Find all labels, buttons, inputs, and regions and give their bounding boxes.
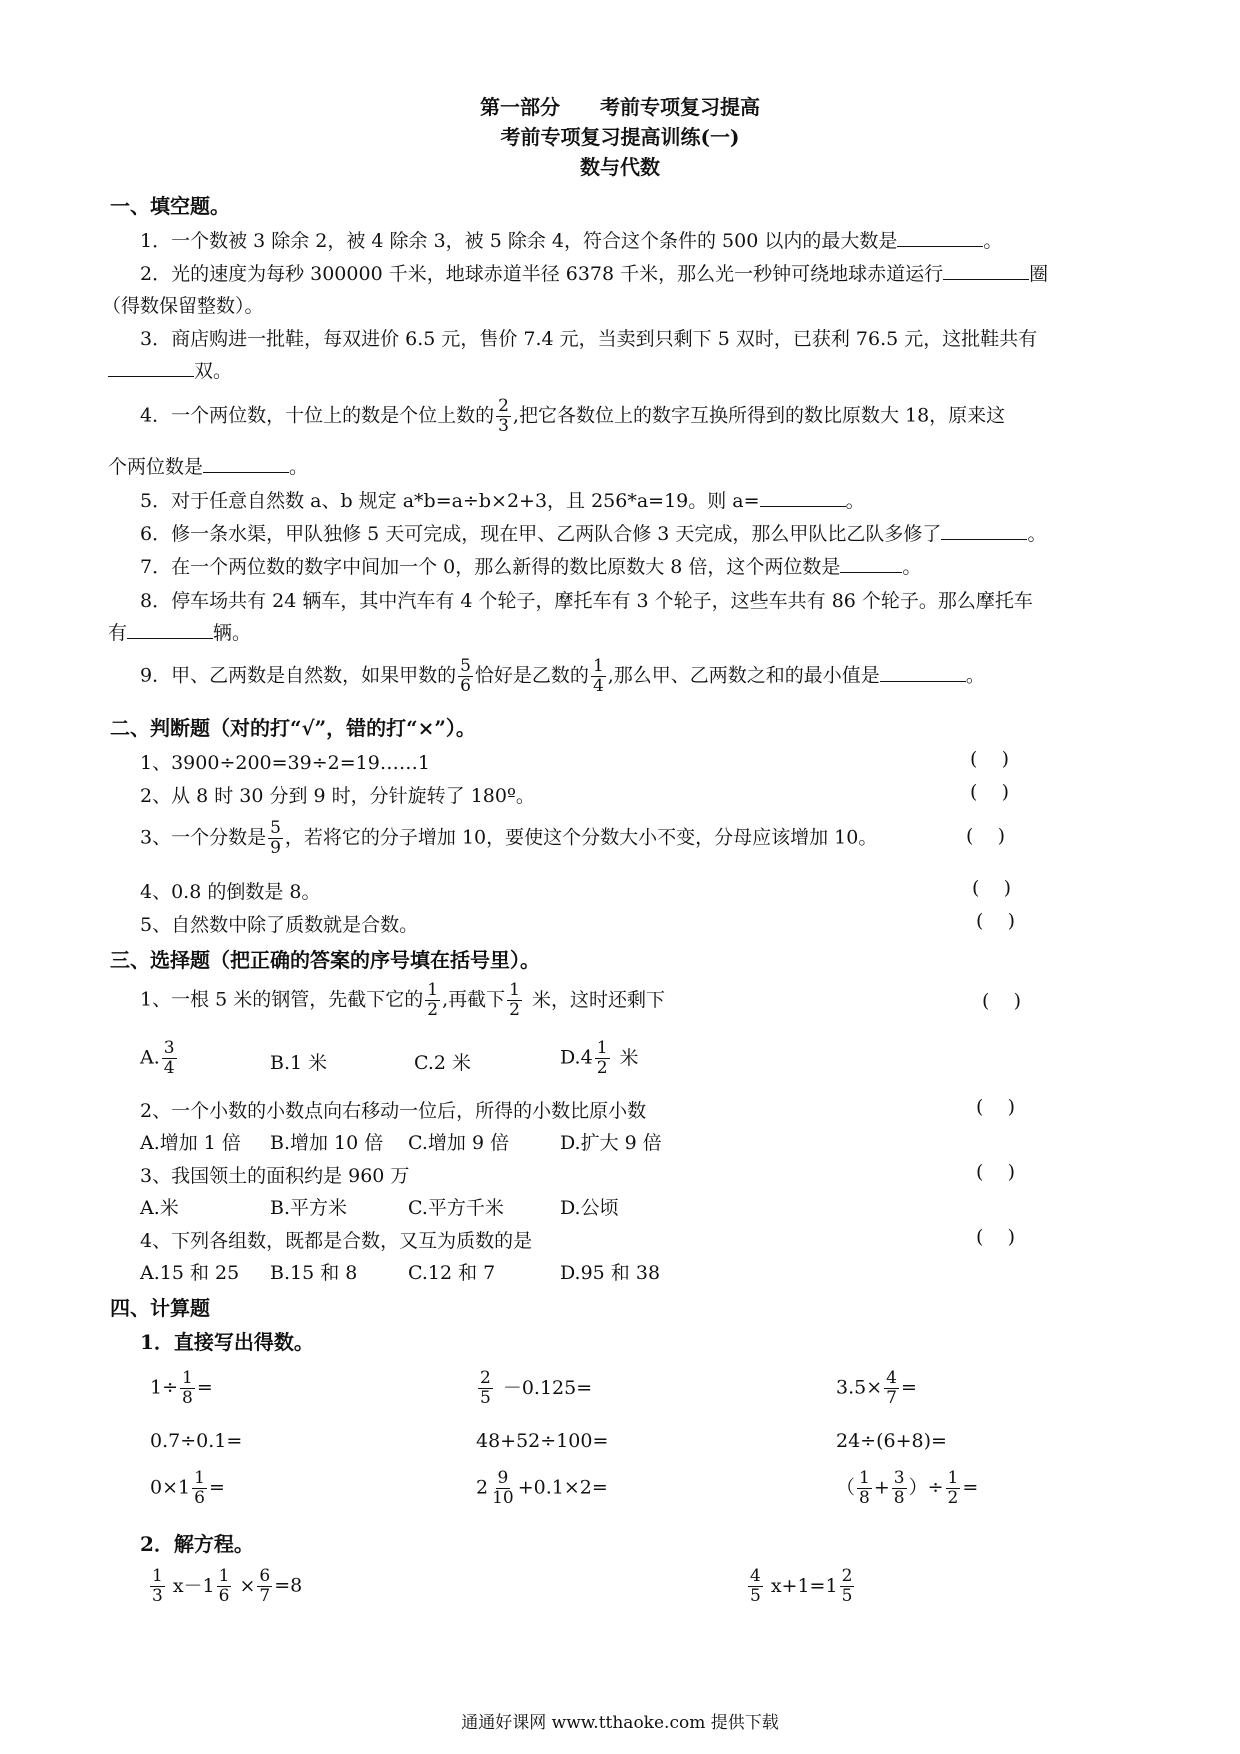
question-fill-8: 8．停车场共有 24 辆车，其中汽车有 4 个轮子，摩托车有 3 个轮子，这些车共有 86 个轮子。那么摩托车 [140, 590, 1033, 612]
calc-r3c3: （ $\frac{1}{8}$ + $\frac{3}{8}$ ）÷ $\frac{1}{2}$ = [836, 1468, 979, 1508]
answer-paren: ( ) [976, 1226, 1015, 1248]
section-calculation: 四、计算题 [110, 1296, 210, 1320]
fraction: $\frac{1}{8}$ [859, 1468, 870, 1508]
answer-paren: ( ) [966, 825, 1005, 847]
choice-1-option-d: D.4 $\frac{1}{2}$ 米 [560, 1038, 639, 1078]
choice-2-option-d: D.扩大 9 倍 [560, 1132, 662, 1154]
fraction: $\frac{1}{2}$ [596, 1038, 608, 1078]
choice-1-option-c: C.2 米 [414, 1052, 472, 1074]
question-judge-5: 5、自然数中除了质数就是合数。 [140, 914, 419, 936]
choice-4-option-a: A.15 和 25 [140, 1262, 240, 1284]
choice-2-option-b: B.增加 10 倍 [270, 1132, 384, 1154]
fraction: $\frac{3}{4}$ [163, 1038, 175, 1078]
fraction: $\frac{5}{9}$ [270, 818, 281, 858]
question-judge-3: 3、一个分数是 $\frac{5}{9}$ ，若将它的分子增加 10，要使这个分数大小不变，分母应该增加 10。 [140, 818, 878, 858]
calc-r3c2: 2 $\frac{9}{10}$ +0.1×2= [476, 1468, 608, 1508]
calc-r3c1: 0×1 $\frac{1}{6}$ = [150, 1468, 225, 1508]
choice-3-option-b: B.平方米 [270, 1197, 348, 1219]
subsection-direct-answer: 1．直接写出得数。 [140, 1330, 314, 1354]
choice-2-option-a: A.增加 1 倍 [140, 1132, 241, 1154]
calc-r2c3: 24÷(6+8)= [836, 1430, 947, 1452]
fraction: $\frac{4}{5}$ [750, 1566, 761, 1606]
question-fill-3: 3．商店购进一批鞋，每双进价 6.5 元，售价 7.4 元，当卖到只剩下 5 双时，已获利 76.5 元，这批鞋共有 [140, 328, 1038, 350]
footer-source: 通通好课网 www.tthaoke.com 提供下载 [461, 1713, 779, 1733]
title-block [0, 92, 1240, 182]
fraction: $\frac{5}{6}$ [460, 656, 471, 696]
choice-1-option-a: A. $\frac{3}{4}$ [140, 1038, 175, 1078]
calc-r2c2: 48+52÷100= [476, 1430, 609, 1452]
choice-2-option-c: C.增加 9 倍 [408, 1132, 510, 1154]
calc-r1c3: 3.5× $\frac{4}{7}$ = [836, 1368, 917, 1408]
calc-r1c1: 1÷ $\frac{1}{8}$ = [150, 1368, 213, 1408]
calc-r1c2: $\frac{2}{5}$ －0.125= [480, 1368, 593, 1408]
fraction: $\frac{9}{10}$ [492, 1468, 514, 1508]
fraction: $\frac{1}{2}$ [947, 1468, 959, 1508]
subsection-solve-equation: 2．解方程。 [140, 1532, 254, 1556]
question-fill-4-cont: 个两位数是 。 [108, 456, 309, 478]
choice-4-option-b: B.15 和 8 [270, 1262, 358, 1284]
question-fill-6: 6．修一条水渠，甲队独修 5 天可完成，现在甲、乙两队合修 3 天完成，那么甲队比乙队多修了 。 [140, 523, 1047, 545]
question-judge-4: 4、0.8 的倒数是 8。 [140, 881, 321, 903]
question-judge-2: 2、从 8 时 30 分到 9 时，分针旋转了 180º。 [140, 785, 535, 807]
fraction: $\frac{2}{5}$ [480, 1368, 491, 1408]
equation-1: $\frac{1}{3}$ x－1 $\frac{1}{6}$ × $\frac{6}{7}$ =8 [152, 1566, 303, 1606]
answer-paren: ( ) [982, 990, 1021, 1012]
section-fill-blank: 一、填空题。 [110, 194, 230, 218]
choice-1-option-b: B.1 米 [270, 1052, 328, 1074]
question-fill-2-cont: （得数保留整数）。 [102, 295, 264, 317]
fraction: $\frac{2}{5}$ [841, 1566, 853, 1606]
answer-paren: ( ) [976, 1096, 1015, 1118]
answer-paren: ( ) [976, 910, 1015, 932]
choice-4-option-c: C.12 和 7 [408, 1262, 496, 1284]
question-choice-4: 4、下列各组数，既都是合数，又互为质数的是 [140, 1230, 533, 1252]
choice-3-option-c: C.平方千米 [408, 1197, 504, 1219]
fraction: $\frac{4}{7}$ [886, 1368, 897, 1408]
fraction: $\frac{3}{8}$ [893, 1468, 905, 1508]
fraction: $\frac{1}{2}$ [509, 980, 520, 1020]
section-true-false: 二、判断题（对的打“√”，错的打“×”）。 [110, 716, 476, 740]
subtitle: 考前专项复习提高训练(一) [500, 125, 740, 149]
choice-3-option-a: A.米 [140, 1197, 179, 1219]
question-choice-2: 2、一个小数的小数点向右移动一位后，所得的小数比原小数 [140, 1100, 647, 1122]
question-choice-3: 3、我国领土的面积约是 960 万 [140, 1165, 410, 1187]
answer-paren: ( ) [972, 877, 1011, 899]
equation-2: $\frac{4}{5}$ x+1=1 $\frac{2}{5}$ [750, 1566, 853, 1606]
topic-title: 数与代数 [580, 155, 660, 179]
part-title: 第一部分 考前专项复习提高 [480, 95, 760, 119]
section-multiple-choice: 三、选择题（把正确的答案的序号填在括号里）。 [110, 948, 540, 972]
question-judge-1: 1、3900÷200=39÷2=19……1 [140, 752, 430, 774]
question-fill-2: 2．光的速度为每秒 300000 千米，地球赤道半径 6378 千米，那么光一秒钟可绕地球赤道运行 圈 [140, 263, 1049, 285]
question-fill-9: 9．甲、乙两数是自然数，如果甲数的 $\frac{5}{6}$ 恰好是乙数的 $\frac{1}{4}$ ,那么甲、乙两数之和的最小值是 。 [140, 656, 985, 696]
calc-r2c1: 0.7÷0.1= [150, 1430, 243, 1452]
question-fill-8-cont: 有 辆。 [108, 622, 252, 644]
fraction: $\frac{1}{8}$ [182, 1368, 193, 1408]
fraction: $\frac{1}{6}$ [194, 1468, 205, 1508]
choice-3-option-d: D.公顷 [560, 1197, 619, 1219]
fraction: $\frac{1}{4}$ [592, 656, 604, 696]
question-fill-3-cont: 双。 [108, 356, 232, 383]
fraction: $\frac{2}{3}$ [498, 396, 509, 436]
question-fill-5: 5．对于任意自然数 a、b 规定 a*b=a÷b×2+3，且 256*a=19。则 a= 。 [140, 490, 865, 512]
fraction: $\frac{1}{6}$ [218, 1566, 230, 1606]
question-fill-4: 4．一个两位数，十位上的数是个位上数的 $\frac{2}{3}$ ,把它各数位上的数字互换所得到的数比原数大 18，原来这 [140, 396, 1006, 436]
question-choice-1: 1、一根 5 米的钢管，先截下它的 $\frac{1}{2}$ ,再截下 $\frac{1}{2}$ 米，这时还剩下 [140, 980, 665, 1020]
answer-paren: ( ) [976, 1161, 1015, 1183]
fraction: $\frac{1}{2}$ [427, 980, 439, 1020]
fraction: $\frac{1}{3}$ [152, 1566, 163, 1606]
fraction: $\frac{6}{7}$ [259, 1566, 271, 1606]
question-fill-1: 1．一个数被 3 除余 2，被 4 除余 3，被 5 除余 4，符合这个条件的 500 以内的最大数是 。 [140, 230, 1003, 252]
choice-4-option-d: D.95 和 38 [560, 1262, 661, 1284]
question-fill-7: 7．在一个两位数的数字中间加一个 0，那么新得的数比原数大 8 倍，这个两位数是 。 [140, 556, 922, 578]
answer-paren: ( ) [970, 748, 1009, 770]
answer-paren: ( ) [970, 781, 1009, 803]
